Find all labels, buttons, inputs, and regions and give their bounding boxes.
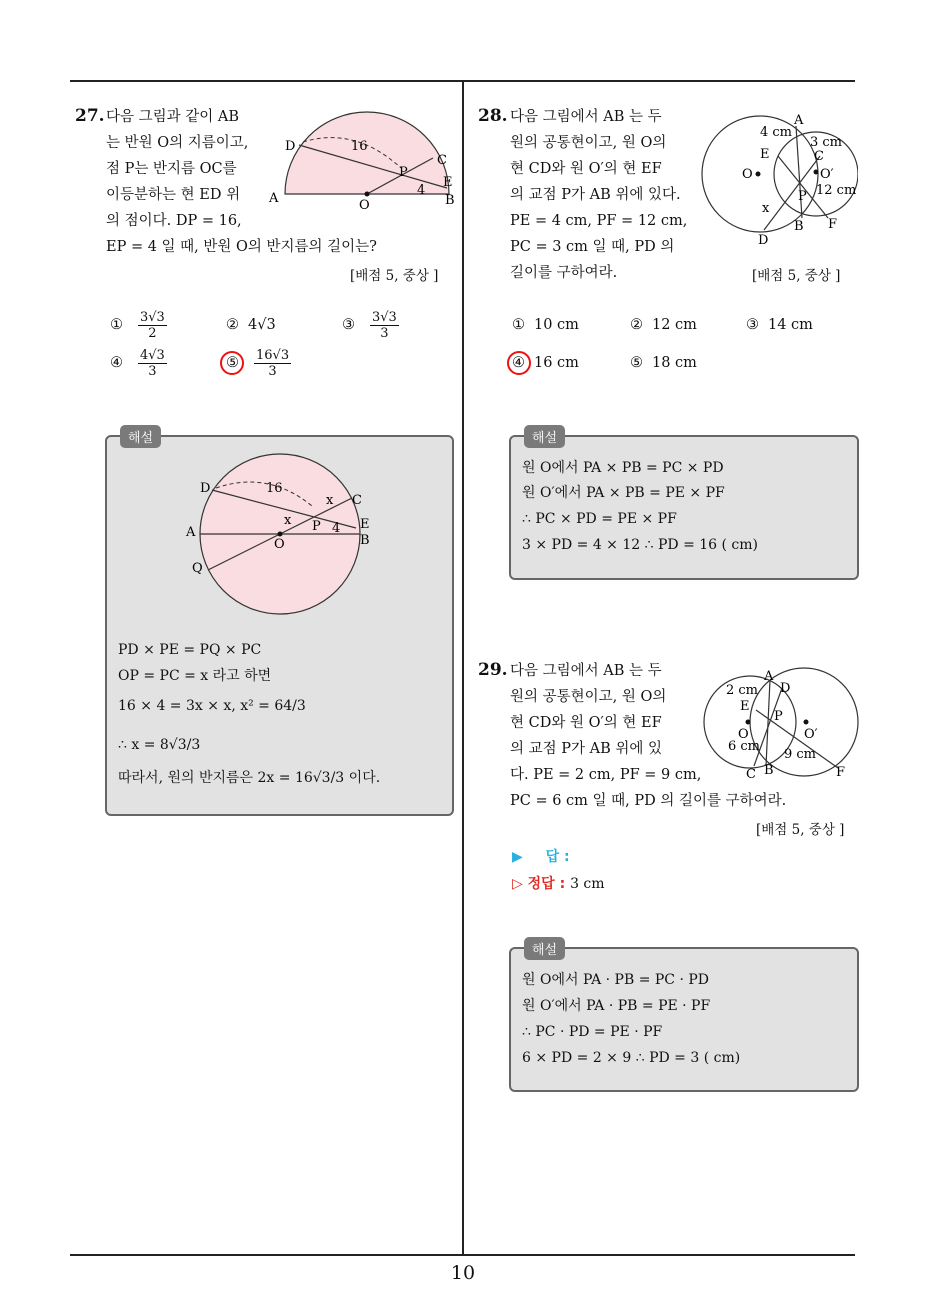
q29-line-3: 현 CD와 원 O′의 현 EF — [510, 715, 662, 731]
q29-sol-line-1: 원 O에서 PA · PB = PC · PD — [522, 972, 710, 988]
label-o-prime: O′ — [820, 167, 834, 182]
q29-solution-tab: 해설 — [524, 937, 565, 960]
q28-sol-line-2: 원 O′에서 PA × PB = PE × PF — [522, 485, 725, 501]
q27-line-3: 점 P는 반지름 OC를 — [106, 161, 237, 177]
column-divider — [462, 82, 464, 1254]
q27-line-6: EP = 4 일 때, 반원 O의 반지름의 길이는? — [106, 239, 377, 255]
page-number: 10 — [450, 1262, 476, 1284]
label-p: P — [774, 709, 783, 724]
q27-line-1: 다음 그림과 같이 AB — [106, 109, 240, 125]
label-x2: x — [284, 513, 292, 528]
label-q: Q — [192, 561, 203, 576]
q28-sol-line-1: 원 O에서 PA × PB = PC × PD — [522, 460, 724, 476]
label-b: B — [445, 193, 455, 208]
label-d: D — [780, 681, 791, 696]
q28-line-3: 현 CD와 원 O′의 현 EF — [510, 161, 662, 177]
label-d: D — [758, 233, 769, 248]
bottom-rule — [70, 1254, 855, 1256]
q27-line-5: 의 점이다. DP = 16, — [106, 213, 242, 229]
label-a: A — [764, 669, 774, 684]
label-p: P — [312, 519, 321, 534]
q28-line-1: 다음 그림에서 AB 는 두 — [510, 109, 662, 125]
correct-label: 정답 : — [527, 876, 566, 892]
correct-value: 3 cm — [570, 876, 605, 892]
label-o: O — [359, 198, 370, 213]
q28-choice-2[interactable]: ② 12 cm — [630, 317, 697, 333]
label-c: C — [746, 767, 756, 782]
q27-figure — [265, 108, 460, 213]
play-triangle-icon: ▶ — [512, 849, 523, 865]
q27-number: 27. — [75, 106, 105, 126]
q27-sol-line-4: ∴ x = 8√3/3 — [118, 737, 201, 753]
fraction: $\frac{3√3}{2}$ — [140, 309, 165, 341]
q27-solution-tab: 해설 — [120, 425, 161, 448]
q29-meta: [배점 5, 중상 ] — [756, 822, 845, 838]
q28-line-4: 의 교점 P가 AB 위에 있다. — [510, 187, 681, 203]
label-a: A — [269, 191, 279, 206]
label-e: E — [360, 517, 370, 532]
label-e: E — [760, 147, 770, 162]
label-pc: 6 cm — [728, 739, 761, 754]
q28-choice-1[interactable]: ① 10 cm — [512, 317, 579, 333]
q27-choice-4[interactable]: ④ $\frac{4√3}{3}$ — [110, 347, 165, 379]
label-o: O — [742, 167, 753, 182]
q29-number: 29. — [478, 660, 508, 680]
q27-choice-5[interactable]: ⑤ $\frac{16√3}{3}$ — [226, 347, 290, 379]
q27-choice-1[interactable]: ① $\frac{3√3}{2}$ — [110, 309, 165, 341]
q27-sol-line-1: PD × PE = PQ × PC — [118, 642, 262, 658]
q29-line-2: 원의 공통현이고, 원 O의 — [510, 689, 667, 705]
q29-answer-row — [512, 846, 570, 866]
q27-line-4: 이등분하는 현 ED 위 — [106, 187, 241, 203]
q28-choice-3[interactable]: ③ 14 cm — [746, 317, 813, 333]
label-16: 16 — [266, 481, 283, 496]
q28-meta: [배점 5, 중상 ] — [752, 268, 841, 284]
q28-number: 28. — [478, 106, 508, 126]
label-pc: 3 cm — [810, 135, 843, 150]
label-pf: 9 cm — [784, 747, 817, 762]
label-p: P — [798, 189, 807, 204]
q27-sol-line-2: OP = PC = x 라고 하면 — [118, 668, 272, 684]
label-b: B — [794, 219, 804, 234]
q28-line-2: 원의 공통현이고, 원 O의 — [510, 135, 667, 151]
label-o-prime: O′ — [804, 727, 818, 742]
q28-sol-line-3: ∴ PC × PD = PE × PF — [522, 511, 677, 527]
q28-line-7: 길이를 구하여라. — [510, 265, 618, 281]
fraction: $\frac{4√3}{3}$ — [140, 347, 165, 379]
label-f: F — [836, 765, 846, 780]
q28-line-5: PE = 4 cm, PF = 12 cm, — [510, 213, 688, 229]
label-pe: 2 cm — [726, 683, 759, 698]
q27-solution-figure — [180, 446, 380, 622]
q29-sol-line-4: 6 × PD = 2 × 9 ∴ PD = 3 ( cm) — [522, 1050, 741, 1066]
q29-sol-line-3: ∴ PC · PD = PE · PF — [522, 1024, 663, 1040]
fraction: $\frac{3√3}{3}$ — [372, 309, 397, 341]
q29-line-4: 의 교점 P가 AB 위에 있 — [510, 741, 662, 757]
label-c: C — [437, 153, 447, 168]
outline-triangle-icon: ▷ — [512, 876, 523, 892]
label-x: x — [762, 201, 770, 216]
label-e: E — [740, 699, 750, 714]
label-c: C — [352, 493, 362, 508]
q29-sol-line-2: 원 O′에서 PA · PB = PE · PF — [522, 998, 711, 1014]
label-p: P — [399, 165, 408, 180]
q27-meta: [배점 5, 중상 ] — [350, 268, 439, 284]
chord-ab — [796, 126, 802, 218]
label-b: B — [360, 533, 370, 548]
label-d: D — [285, 139, 296, 154]
chord-cd — [754, 688, 782, 766]
center-o — [756, 172, 761, 177]
q29-correct-row — [512, 873, 605, 893]
label-4: 4 — [332, 521, 341, 536]
q28-solution-tab: 해설 — [524, 425, 565, 448]
center-o — [746, 720, 751, 725]
q28-choice-4[interactable]: ④ 16 cm — [512, 355, 579, 371]
label-b: B — [764, 763, 774, 778]
q27-choice-3[interactable]: ③ $\frac{3√3}{3}$ — [342, 309, 397, 341]
label-a: A — [794, 113, 804, 128]
q27-sol-line-3: 16 × 4 = 3x × x, x² = 64/3 — [118, 698, 306, 714]
q27-line-2: 는 반원 O의 지름이고, — [106, 135, 249, 151]
label-o: O — [738, 727, 749, 742]
label-pf: 12 cm — [816, 183, 857, 198]
label-o: O — [274, 537, 285, 552]
label-f: F — [828, 217, 838, 232]
q28-choice-5[interactable]: ⑤ 18 cm — [630, 355, 697, 371]
center-o — [365, 192, 370, 197]
label-c: C — [814, 149, 824, 164]
center-o-prime — [804, 720, 809, 725]
q28-line-6: PC = 3 cm 일 때, PD 의 — [510, 239, 675, 255]
chord-cd — [764, 156, 820, 230]
answer-label: 답 : — [545, 849, 570, 865]
label-16: 16 — [351, 139, 368, 154]
q29-line-5: 다. PE = 2 cm, PF = 9 cm, — [510, 767, 702, 783]
label-d: D — [200, 481, 211, 496]
q29-figure — [700, 664, 862, 784]
label-a: A — [186, 525, 196, 540]
q29-line-6: PC = 6 cm 일 때, PD 의 길이를 구하여라. — [510, 793, 787, 809]
q28-sol-line-4: 3 × PD = 4 × 12 ∴ PD = 16 ( cm) — [522, 537, 759, 553]
center-o — [278, 532, 283, 537]
q28-figure — [698, 108, 858, 248]
q27-correct-mark — [220, 351, 244, 375]
center-o-prime — [814, 170, 819, 175]
q29-line-1: 다음 그림에서 AB 는 두 — [510, 663, 662, 679]
label-pe: 4 cm — [760, 125, 793, 140]
q27-sol-line-5: 따라서, 원의 반지름은 2x = 16√3/3 이다. — [118, 770, 381, 786]
q28-correct-mark — [507, 351, 531, 375]
label-e: E — [443, 175, 453, 190]
q27-choice-2[interactable]: ② 4√3 — [226, 317, 276, 333]
fraction: $\frac{16√3}{3}$ — [256, 347, 290, 379]
label-x1: x — [326, 493, 334, 508]
label-4: 4 — [417, 183, 426, 198]
